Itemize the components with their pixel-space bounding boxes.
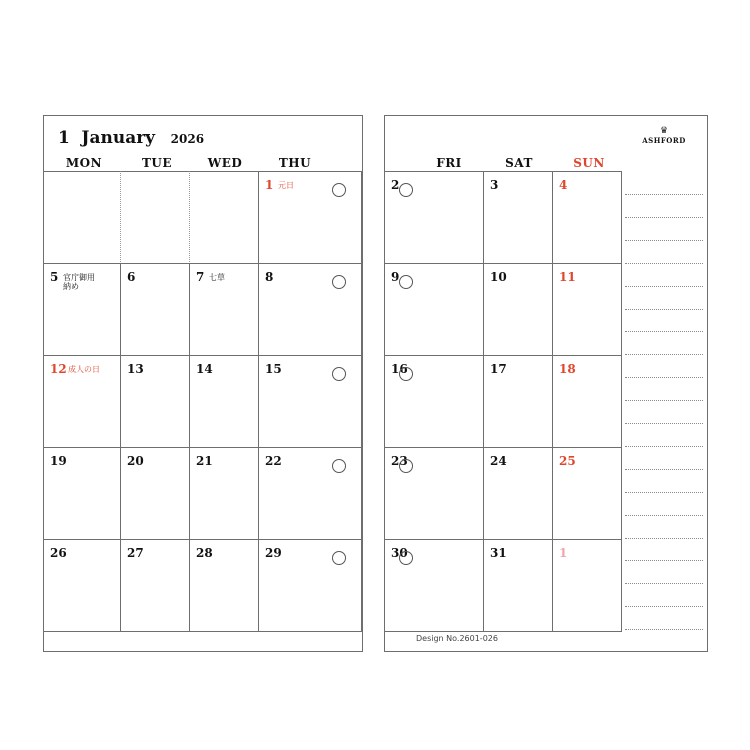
brand-name: ASHFORD bbox=[642, 136, 686, 145]
date-number: 13 bbox=[127, 362, 144, 376]
day-header-tue: TUE bbox=[141, 156, 173, 170]
date-number: 19 bbox=[50, 454, 67, 468]
date-number: 28 bbox=[196, 546, 213, 560]
day-header-wed: WED bbox=[207, 156, 243, 170]
date-number: 24 bbox=[490, 454, 507, 468]
day-cell[interactable] bbox=[190, 263, 259, 356]
note-line bbox=[625, 400, 703, 401]
day-cell[interactable] bbox=[259, 447, 362, 540]
month-title bbox=[58, 128, 204, 148]
day-cell[interactable] bbox=[190, 447, 259, 540]
day-cell[interactable] bbox=[190, 355, 259, 448]
note-line bbox=[625, 309, 703, 310]
date-number: 17 bbox=[490, 362, 507, 376]
binder-hole bbox=[332, 367, 346, 381]
brand-logo bbox=[639, 126, 689, 145]
day-cell[interactable] bbox=[484, 355, 553, 448]
binder-hole bbox=[399, 183, 413, 197]
day-cell[interactable] bbox=[44, 539, 121, 632]
day-cell[interactable] bbox=[553, 447, 622, 540]
binder-hole bbox=[399, 367, 413, 381]
day-cell[interactable] bbox=[553, 355, 622, 448]
left-footer-strip bbox=[44, 632, 362, 651]
note-line bbox=[625, 606, 703, 607]
day-cell[interactable] bbox=[553, 171, 622, 264]
date-number: 27 bbox=[127, 546, 144, 560]
binder-hole bbox=[399, 459, 413, 473]
note-line bbox=[625, 583, 703, 584]
date-number: 7 bbox=[196, 270, 205, 284]
date-number: 29 bbox=[265, 546, 282, 560]
date-number: 31 bbox=[490, 546, 507, 560]
note-line bbox=[625, 469, 703, 470]
date-number: 22 bbox=[265, 454, 282, 468]
note-line bbox=[625, 240, 703, 241]
note-line bbox=[625, 492, 703, 493]
date-number: 20 bbox=[127, 454, 144, 468]
day-cell[interactable] bbox=[484, 263, 553, 356]
day-cell[interactable] bbox=[121, 171, 190, 264]
month-name: January bbox=[81, 128, 156, 148]
note-line bbox=[625, 377, 703, 378]
binder-hole bbox=[332, 275, 346, 289]
note-line bbox=[625, 423, 703, 424]
day-cell[interactable] bbox=[121, 263, 190, 356]
right-calendar-page bbox=[384, 115, 708, 652]
holiday-note: 七草 bbox=[209, 273, 225, 282]
date-number: 26 bbox=[50, 546, 67, 560]
day-cell[interactable] bbox=[44, 263, 121, 356]
left-calendar-page bbox=[43, 115, 363, 652]
date-number: 10 bbox=[490, 270, 507, 284]
day-cell[interactable] bbox=[44, 447, 121, 540]
note-line bbox=[625, 194, 703, 195]
note-line bbox=[625, 629, 703, 630]
day-cell[interactable] bbox=[121, 355, 190, 448]
binder-hole bbox=[332, 551, 346, 565]
day-cell[interactable] bbox=[553, 539, 622, 632]
date-number: 8 bbox=[265, 270, 274, 284]
design-number: Design No.2601-026 bbox=[416, 634, 498, 643]
note-line bbox=[625, 331, 703, 332]
day-cell[interactable] bbox=[259, 263, 362, 356]
day-header-fri: FRI bbox=[436, 156, 462, 170]
day-header-thu: THU bbox=[278, 156, 312, 170]
binder-hole bbox=[332, 183, 346, 197]
day-cell[interactable] bbox=[484, 539, 553, 632]
date-number: 5 bbox=[50, 270, 59, 284]
notes-column[interactable] bbox=[621, 172, 708, 632]
day-header-mon: MON bbox=[65, 156, 103, 170]
day-cell[interactable] bbox=[484, 171, 553, 264]
date-number: 12 bbox=[50, 362, 67, 376]
date-number: 3 bbox=[490, 178, 499, 192]
crown-icon: ♛ bbox=[659, 126, 669, 136]
note-line bbox=[625, 217, 703, 218]
date-number: 1 bbox=[265, 178, 274, 192]
note-line bbox=[625, 538, 703, 539]
day-cell[interactable] bbox=[484, 447, 553, 540]
date-number: 1 bbox=[559, 546, 568, 560]
holiday-note: 官庁御用 納め bbox=[63, 273, 95, 291]
date-number: 16 bbox=[391, 362, 408, 376]
year: 2026 bbox=[170, 132, 205, 146]
day-cell[interactable] bbox=[44, 171, 121, 264]
day-cell[interactable] bbox=[259, 539, 362, 632]
day-header-sat: SAT bbox=[505, 156, 533, 170]
binder-hole bbox=[399, 275, 413, 289]
month-number: 1 bbox=[58, 128, 70, 148]
date-number: 6 bbox=[127, 270, 136, 284]
date-number: 11 bbox=[559, 270, 576, 284]
binder-hole bbox=[399, 551, 413, 565]
date-number: 25 bbox=[559, 454, 576, 468]
holiday-note: 元日 bbox=[278, 181, 294, 190]
note-line bbox=[625, 446, 703, 447]
date-number: 14 bbox=[196, 362, 213, 376]
note-line bbox=[625, 560, 703, 561]
date-number: 21 bbox=[196, 454, 213, 468]
note-line bbox=[625, 263, 703, 264]
date-number: 18 bbox=[559, 362, 576, 376]
date-number: 2 bbox=[391, 178, 400, 192]
day-cell[interactable] bbox=[259, 355, 362, 448]
note-line bbox=[625, 354, 703, 355]
note-line bbox=[625, 515, 703, 516]
date-number: 15 bbox=[265, 362, 282, 376]
day-cell[interactable] bbox=[121, 539, 190, 632]
day-cell[interactable] bbox=[190, 539, 259, 632]
day-cell[interactable] bbox=[553, 263, 622, 356]
date-number: 23 bbox=[391, 454, 408, 468]
date-number: 4 bbox=[559, 178, 568, 192]
day-cell[interactable] bbox=[121, 447, 190, 540]
holiday-note: 成人の日 bbox=[68, 365, 100, 374]
day-header-sun: SUN bbox=[573, 156, 605, 170]
date-number: 30 bbox=[391, 546, 408, 560]
day-cell[interactable] bbox=[259, 171, 362, 264]
day-cell[interactable] bbox=[44, 355, 121, 448]
binder-hole bbox=[332, 459, 346, 473]
note-line bbox=[625, 286, 703, 287]
day-cell[interactable] bbox=[190, 171, 259, 264]
date-number: 9 bbox=[391, 270, 400, 284]
